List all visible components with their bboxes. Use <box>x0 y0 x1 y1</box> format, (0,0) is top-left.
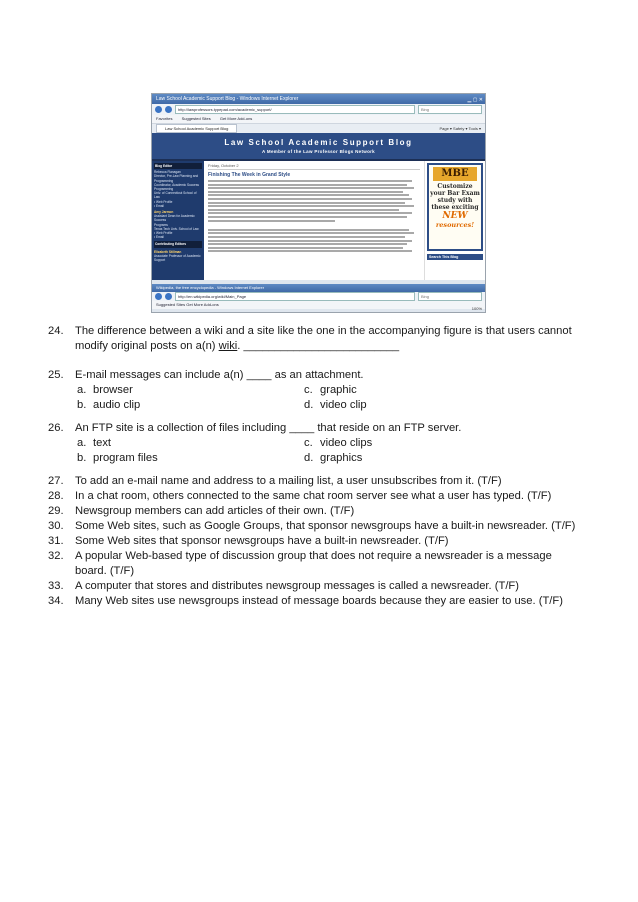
sidebar-line: Programs <box>154 222 168 227</box>
post-date: Friday, October 2 <box>208 163 420 170</box>
option-text: graphics <box>320 452 363 464</box>
sidebar-line: • Web Profile <box>154 199 173 204</box>
favorites-item: Favorites <box>156 116 173 121</box>
sidebar-line: Univ. of Connecticut School of Law <box>154 191 197 200</box>
question-text: Some Web sites, such as Google Groups, that sponsor newsgroups have a built-in newsreader. (T/F) <box>75 520 576 532</box>
ad-new: NEW <box>442 211 468 221</box>
option-letter: d. <box>304 399 314 411</box>
sidebar-line: Programming <box>154 178 174 183</box>
blog-post <box>204 161 424 280</box>
post-text-lines <box>208 180 420 252</box>
sidebar-line: • Email <box>154 235 164 240</box>
question-number: 34. <box>48 595 64 607</box>
question-text-line2: board. (T/F) <box>75 565 135 577</box>
question-34 <box>48 594 608 609</box>
second-window-address-bar <box>152 292 485 301</box>
question-32 <box>48 549 608 579</box>
post-title: Finishing The Week in Grand Style <box>208 172 291 178</box>
browser-tab-row <box>152 124 485 133</box>
second-search-field: Bing <box>418 292 482 301</box>
sidebar-heading: Contributing Editors <box>154 241 202 247</box>
answer-blank: . _________________________ <box>237 340 400 352</box>
option-text: audio clip <box>93 399 141 411</box>
option-c <box>304 383 357 398</box>
mbe-advertisement <box>424 161 485 280</box>
question-number: 30. <box>48 520 64 532</box>
favorites-item: Suggested Sites <box>181 116 211 121</box>
question-text: E-mail messages can include a(n) ____ as an attachment. <box>75 369 364 381</box>
option-a <box>77 383 133 398</box>
question-25 <box>48 368 608 383</box>
favorites-item: Get More Add-ons <box>219 116 253 121</box>
url-field: http://lawprofessors.typepad.com/academic_support/ <box>175 105 415 114</box>
browser-tools-menu: Page ▾ Safety ▾ Tools ▾ <box>439 126 481 131</box>
sidebar-line: Rebecca Flanagan <box>154 170 181 175</box>
option-letter: b. <box>77 399 87 411</box>
search-this-blog-heading: Search This Blog <box>427 254 483 260</box>
second-window-title-bar <box>152 284 486 292</box>
sidebar-heading: Blog Editor <box>154 163 202 169</box>
forward-icon <box>165 293 172 300</box>
ad-resources: resources! <box>435 221 475 229</box>
question-text: In a chat room, others connected to the same chat room server see what a user has typed. (T/F) <box>75 490 552 502</box>
ad-line: Customize <box>437 183 473 190</box>
second-favorites-bar: Suggested Sites Get More Add-ons <box>152 301 486 309</box>
question-text: Newsgroup members can add articles of their own. (T/F) <box>75 505 355 517</box>
question-text: modify original posts on a(n) <box>75 340 219 352</box>
option-b <box>77 451 158 466</box>
option-d <box>304 398 367 413</box>
sidebar-line: • Web Profile <box>154 231 173 236</box>
browser-address-bar <box>152 104 485 115</box>
question-text: Many Web sites use newsgroups instead of message boards because they are easier to use. (T/F) <box>75 595 563 607</box>
back-icon <box>155 293 162 300</box>
question-number: 33. <box>48 580 64 592</box>
question-number: 31. <box>48 535 64 547</box>
search-field: Bing <box>418 105 482 114</box>
browser-window-title: Law School Academic Support Blog - Windows Internet Explorer <box>156 96 299 102</box>
blog-subtitle: A Member of the Law Professor Blogs Network <box>261 149 375 154</box>
ad-brand: MBE <box>433 167 477 181</box>
browser-title-bar <box>152 94 485 104</box>
option-b <box>77 398 140 413</box>
question-29 <box>48 504 608 519</box>
question-27 <box>48 474 608 489</box>
option-letter: c. <box>304 437 313 449</box>
option-letter: a. <box>77 384 87 396</box>
back-icon <box>155 106 162 113</box>
sidebar-name: Amy Jarmon <box>154 210 174 215</box>
favorites-bar <box>152 115 485 124</box>
option-letter: a. <box>77 437 87 449</box>
blog-sidebar <box>152 161 204 280</box>
option-text: graphic <box>320 384 357 396</box>
question-number: 27. <box>48 475 64 487</box>
zoom-level: 100% <box>471 306 482 311</box>
ad-line: these exciting <box>431 204 479 211</box>
sidebar-line: Assistant Dean for Academic Success <box>154 214 195 223</box>
sidebar-line: Texas Tech Univ. School of Law <box>154 226 199 231</box>
question-28 <box>48 489 608 504</box>
blog-page <box>152 133 485 280</box>
question-text-line2 <box>75 339 608 354</box>
question-number: 25. <box>48 369 64 381</box>
forward-icon <box>165 106 172 113</box>
option-letter: c. <box>304 384 313 396</box>
question-number: 28. <box>48 490 64 502</box>
option-letter: d. <box>304 452 314 464</box>
question-number: 29. <box>48 505 64 517</box>
sidebar-line: Associate Professor of Academic <box>154 253 201 258</box>
blog-header <box>152 133 485 161</box>
option-text: program files <box>93 452 158 464</box>
option-c <box>304 436 372 451</box>
option-a <box>77 436 111 451</box>
question-text: To add an e-mail name and address to a mailing list, a user unsubscribes from it. (T/F) <box>75 475 502 487</box>
question-30 <box>48 519 608 534</box>
second-window-title: Wikipedia, the free encyclopedia - Windows Internet Explorer <box>156 285 265 290</box>
ad-line: your Bar Exam <box>430 190 480 197</box>
sidebar-line: Coordinator, Academic Success <box>154 182 200 187</box>
window-controls: ▁ ▢ ✕ <box>467 97 483 103</box>
question-text: An FTP site is a collection of files including ____ that reside on an FTP server. <box>75 422 462 434</box>
second-url-field: http://en.wikipedia.org/wiki/Main_Page <box>175 292 415 301</box>
question-26 <box>48 421 608 436</box>
browser-screenshot-figure <box>151 93 486 313</box>
question-33 <box>48 579 608 594</box>
sidebar-line: • Email <box>154 203 164 208</box>
option-text: browser <box>93 384 133 396</box>
sidebar-line: Director, Pre-Law Planning and <box>154 174 199 179</box>
browser-tab: Law School Academic Support Blog <box>156 124 237 133</box>
sidebar-line: Support <box>154 258 166 263</box>
sidebar-name: Elizabeth Stillman <box>154 249 182 254</box>
question-number: 32. <box>48 550 64 562</box>
question-number: 24. <box>48 325 64 337</box>
question-text: The difference between a wiki and a site like the one in the accompanying figure is that users cannot <box>75 325 572 337</box>
sidebar-line: Programming <box>154 187 174 192</box>
question-number: 26. <box>48 422 64 434</box>
question-24 <box>48 324 608 354</box>
blog-title: Law School Academic Support Blog <box>224 138 413 147</box>
ad-box <box>427 163 483 251</box>
blog-body <box>152 161 485 280</box>
option-letter: b. <box>77 452 87 464</box>
question-31 <box>48 534 608 549</box>
answer-word: wiki <box>218 340 238 352</box>
option-d <box>304 451 362 466</box>
ad-line: study with <box>437 197 473 204</box>
question-text: Some Web sites that sponsor newsgroups have a built-in newsreader. (T/F) <box>75 535 449 547</box>
question-text: A popular Web-based type of discussion group that does not require a newsreader is a message <box>75 550 552 562</box>
option-text: video clip <box>320 399 367 411</box>
option-text: text <box>93 437 112 449</box>
question-text: A computer that stores and distributes newsgroup messages is called a newsreader. (T/F) <box>75 580 519 592</box>
option-text: video clips <box>320 437 373 449</box>
